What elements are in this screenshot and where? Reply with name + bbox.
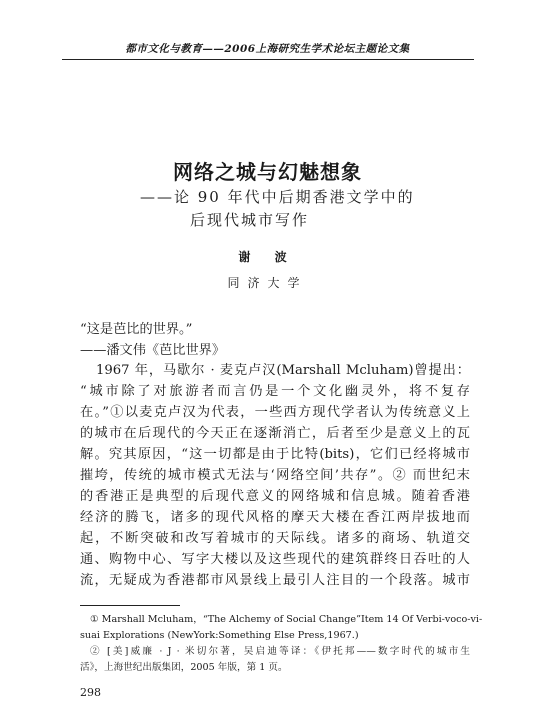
- epigraph-quote: “这是芭比的世界。”: [80, 322, 193, 337]
- page-number: 298: [80, 686, 101, 699]
- footnote-1-line1: ① Marshall Mcluham，“The Alchemy of Social Change”Item 14 Of Verbi-voco-vi-: [90, 614, 483, 625]
- body-line: 通、购物中心、写字大楼以及这些现代的建筑群终日吞吐的人: [80, 552, 470, 567]
- body-line: 在。”①以麦克卢汉为代表，一些西方现代学者认为传统意义上: [80, 405, 470, 420]
- article-subtitle-line2: 后现代城市写作: [190, 211, 310, 229]
- author-name: 谢 波: [238, 250, 297, 264]
- footnote-1-line2: suai Explorations (NewYork:Something Else Press,1967.): [80, 630, 359, 641]
- footnote-rule: [80, 605, 180, 606]
- body-line: “城市除了对旅游者而言仍是一个文化幽灵外，将不复存: [80, 384, 470, 399]
- running-header: 都市文化与教育——2006上海研究生学术论坛主题论文集: [125, 43, 410, 55]
- epigraph-source: ——潘文伟《芭比世界》: [80, 343, 226, 358]
- body-line: 1967 年，马歇尔 · 麦克卢汉(Marshall Mcluham)曾提出：: [96, 363, 470, 378]
- footnote-2-line2: 活》，上海世纪出版集团，2005 年版，第 1 页。: [80, 662, 288, 673]
- header-rule: [62, 59, 474, 60]
- body-line: 起，不断突破和改写着城市的天际线。诸多的商场、轨道交: [80, 531, 470, 546]
- article-subtitle-line1: ——论 90 年代中后期香港文学中的: [140, 188, 415, 206]
- body-line: 的城市在后现代的今天正在逐渐消亡，后者至少是意义上的瓦: [80, 426, 470, 441]
- body-line: 解。究其原因，“这一切都是由于比特(bits)，它们已经将城市: [80, 447, 470, 462]
- body-line: 摧垮，传统的城市模式无法与‘网络空间’共存”。② 而世纪末: [80, 468, 470, 483]
- body-line: 的香港正是典型的后现代意义的网络城和信息城。随着香港: [80, 489, 470, 504]
- footnote-2-line1: ② [美]威廉 · J · 米切尔著，吴启迪等译：《伊托邦——数字时代的城市生: [90, 646, 470, 657]
- article-title: 网络之城与幻魅想象: [173, 160, 362, 184]
- body-line: 流，无疑成为香港都市风景线上最引人注目的一个段落。城市: [80, 573, 470, 588]
- author-affiliation: 同济大学: [227, 276, 308, 290]
- body-line: 经济的腾飞，诸多的现代风格的摩天大楼在香江两岸拔地而: [80, 510, 470, 525]
